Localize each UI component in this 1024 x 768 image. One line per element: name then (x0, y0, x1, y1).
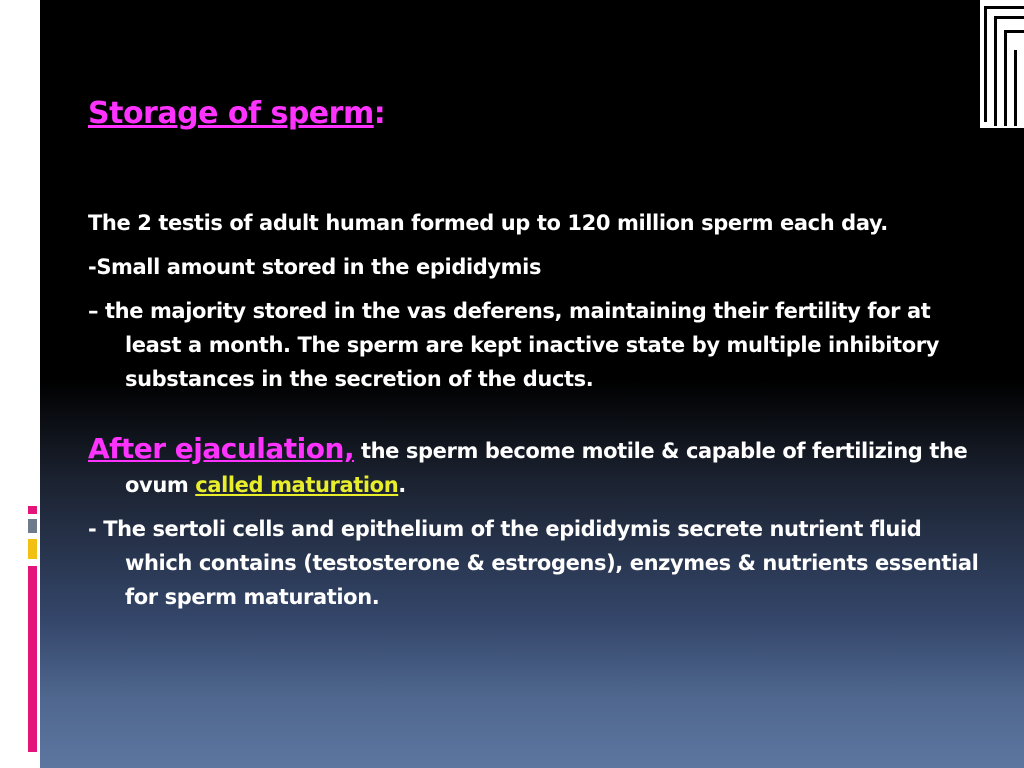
accent-bar-yellow (28, 539, 37, 559)
accent-bar-pink-small (28, 506, 37, 514)
paragraph-testis-production: The 2 testis of adult human formed up to 120 million sperm each day. (88, 211, 888, 235)
paragraph-nutrient-fluid: - The sertoli cells and epithelium of the epididymis secrete nutrient fluid which contains (testosterone & estrogens), enzymes & nutrients essential for sperm maturation. (88, 517, 979, 609)
accent-bar-grey (28, 519, 37, 533)
after-ejaculation-text: the sperm become motile & capable of fertilizing the ovum (125, 439, 968, 497)
slide-title (88, 92, 988, 136)
paragraph-after-ejaculation (88, 432, 988, 502)
after-ejaculation-period: . (398, 473, 406, 497)
title-colon: : (373, 96, 386, 131)
maturation-highlight: called maturation (195, 473, 399, 497)
paragraph-epididymis-storage: -Small amount stored in the epididymis (88, 255, 542, 279)
paragraph-vas-deferens-storage: – the majority stored in the vas deferens, maintaining their fertility for at least a month. The sperm are kept inactive state by multiple inhibitory substances in the secretion of the ducts. (88, 299, 940, 391)
accent-bar-pink-long (28, 566, 37, 752)
after-ejaculation-heading: After ejaculation, (88, 432, 355, 465)
slide-content (88, 92, 988, 614)
title-text: Storage of sperm (88, 96, 374, 131)
